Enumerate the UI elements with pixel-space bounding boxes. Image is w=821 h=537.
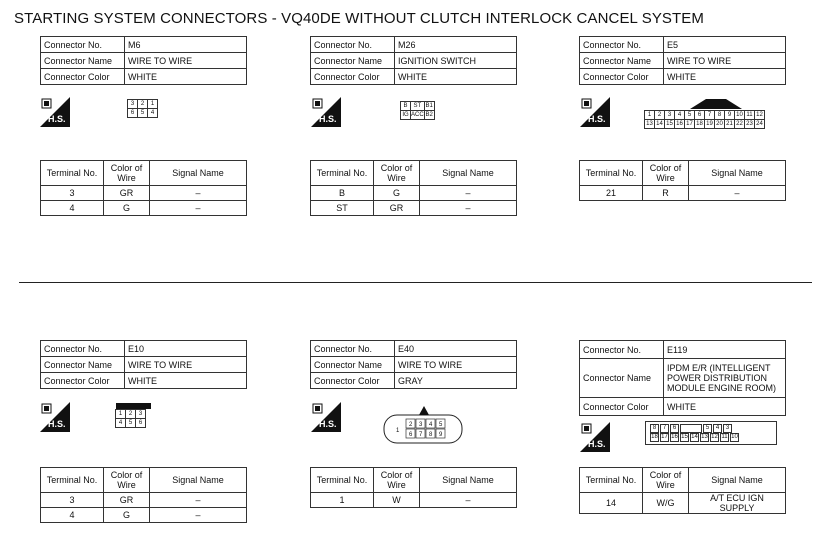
pin-cell: 7 <box>660 424 669 433</box>
pin-label: 5 <box>439 422 443 428</box>
hs-label: H.S. <box>48 114 66 124</box>
pin-cell: 17 <box>661 434 668 440</box>
pin-label: 9 <box>439 432 443 438</box>
pin-cell: 12 <box>711 434 718 440</box>
connector-no-label: Connector No. <box>41 37 125 53</box>
connector-info-table: Connector No. E119 Connector Name IPDM E/R (INTELLIGENT POWER DISTRIBUTION MODULE ENGINE ROOM) Connector Color WHITE <box>579 340 786 416</box>
connector-info-table: Connector No. E5 Connector Name WIRE TO WIRE Connector Color WHITE <box>579 36 786 85</box>
table-row: 4 G – <box>41 201 247 216</box>
pin-label: 4 <box>429 422 433 428</box>
harness-side-icon: H.S. <box>580 422 610 452</box>
connector-info-table <box>40 36 247 85</box>
pin-label: 8 <box>429 432 433 438</box>
pin-cell: 11 <box>746 112 753 118</box>
pin-cell: 20 <box>716 121 723 127</box>
harness-side-icon: H.S. <box>311 97 341 127</box>
pin-cell: 7 <box>705 111 715 120</box>
pin-cell: 3 <box>665 111 675 120</box>
section-divider <box>19 282 812 283</box>
pin-cell: 15 <box>666 121 673 127</box>
connector-color-label: Connector Color <box>41 69 125 85</box>
connector-face-e10: 1 2 3 4 5 6 <box>115 409 146 428</box>
pin-cell: 15 <box>681 434 688 440</box>
terminal-table-e119: Terminal No. Color of Wire Signal Name 14 W/G A/T ECU IGN SUPPLY <box>579 467 786 514</box>
pin-cell: 4 <box>713 424 722 433</box>
pin-label: 6 <box>409 432 413 438</box>
terminal-table-e5: Terminal No. Color of Wire Signal Name 21 R – <box>579 160 786 201</box>
pin-cell: 2 <box>655 111 665 120</box>
pin-cell: 11 <box>721 434 728 440</box>
connector-name-value: WIRE TO WIRE <box>125 53 247 69</box>
pin-cell: 16 <box>671 434 678 440</box>
connector-face-m26: B ST B1 IG ACC B2 <box>402 103 433 118</box>
pin-cell: 4 <box>675 111 685 120</box>
pin-cell: 8 <box>650 424 659 433</box>
pin-cell: 22 <box>736 121 743 127</box>
connector-face-e5 <box>644 110 765 129</box>
harness-side-icon: H.S. <box>311 402 341 432</box>
terminal-no-header: Terminal No. <box>41 161 104 186</box>
pin-cell: 5 <box>703 424 712 433</box>
table-row: 14 W/G A/T ECU IGN SUPPLY <box>580 493 786 514</box>
pin-cell: 24 <box>756 121 763 127</box>
pin-cavity <box>680 424 702 433</box>
pin-label: 1 <box>396 428 400 434</box>
terminal-table-e40: Terminal No. Color of Wire Signal Name 1 W – <box>310 467 517 508</box>
pin-cell: 6 <box>695 111 705 120</box>
page-title: STARTING SYSTEM CONNECTORS - VQ40DE WITHOUT CLUTCH INTERLOCK CANCEL SYSTEM <box>14 10 704 27</box>
connector-face-e119 <box>645 421 777 445</box>
pin-cell: 18 <box>651 434 658 440</box>
pin-cell: 12 <box>756 112 763 118</box>
connector-info-table: Connector No. M26 Connector Name IGNITION SWITCH Connector Color WHITE <box>310 36 517 85</box>
wire-color-header: Color of Wire <box>104 161 150 186</box>
table-row: 3 GR – <box>41 493 247 508</box>
table-row: 21 R – <box>580 186 786 201</box>
pin-cell: 9 <box>725 111 735 120</box>
pin-cell: 13 <box>701 434 708 440</box>
connector-block-e40 <box>310 340 550 389</box>
pin-cell: 5 <box>685 111 695 120</box>
harness-side-icon: H.S. <box>40 402 70 432</box>
terminal-table-m6 <box>40 160 247 216</box>
connector-color-value: WHITE <box>125 69 247 85</box>
connector-info-table: Connector No. E40 Connector Name WIRE TO WIRE Connector Color GRAY <box>310 340 517 389</box>
pin-cell: 10 <box>731 434 738 440</box>
pin-cell: 16 <box>676 121 683 127</box>
pin-cell: 13 <box>646 121 653 127</box>
pin-cell: 3 <box>723 424 732 433</box>
pin-cell: 14 <box>656 121 663 127</box>
connector-info-table: Connector No. E10 Connector Name WIRE TO WIRE Connector Color WHITE <box>40 340 247 389</box>
pin-cell: 6 <box>670 424 679 433</box>
pin-label: 3 <box>419 422 423 428</box>
terminal-table-m26: Terminal No. Color of Wire Signal Name B G – ST GR – <box>310 160 517 216</box>
pin-cell: 21 <box>726 121 733 127</box>
pin-label: 7 <box>419 432 423 438</box>
connector-block-m26 <box>310 36 550 85</box>
harness-side-icon: H.S. <box>580 97 610 127</box>
connector-no-value: M6 <box>125 37 247 53</box>
connector-latch-icon <box>686 97 746 109</box>
connector-block-e10 <box>40 340 280 389</box>
pin-cell: 8 <box>715 111 725 120</box>
pin-cell: 23 <box>746 121 753 127</box>
table-row: 3 GR – <box>41 186 247 201</box>
pin-cell: 17 <box>686 121 693 127</box>
connector-block-e5 <box>579 36 819 85</box>
pin-label: 2 <box>409 422 413 428</box>
table-row: 1 W – <box>311 493 517 508</box>
connector-block-m6 <box>40 36 280 85</box>
pin-cell: 10 <box>736 112 743 118</box>
pin-cell: 1 <box>645 111 655 120</box>
harness-side-icon <box>40 97 70 127</box>
connector-face-m6: 3 2 1 6 5 4 <box>127 99 158 118</box>
pin-cell: 14 <box>691 434 698 440</box>
table-row: ST GR – <box>311 201 517 216</box>
pin-cell: 18 <box>696 121 703 127</box>
terminal-table-e10: Terminal No. Color of Wire Signal Name 3 GR – 4 G – <box>40 467 247 523</box>
pin-cell: 19 <box>706 121 713 127</box>
connector-block-e119 <box>579 340 819 416</box>
table-row: 4 G – <box>41 508 247 523</box>
signal-name-header: Signal Name <box>150 161 247 186</box>
connector-name-label: Connector Name <box>41 53 125 69</box>
table-row: B G – <box>311 186 517 201</box>
connector-face-e40 <box>381 405 465 445</box>
